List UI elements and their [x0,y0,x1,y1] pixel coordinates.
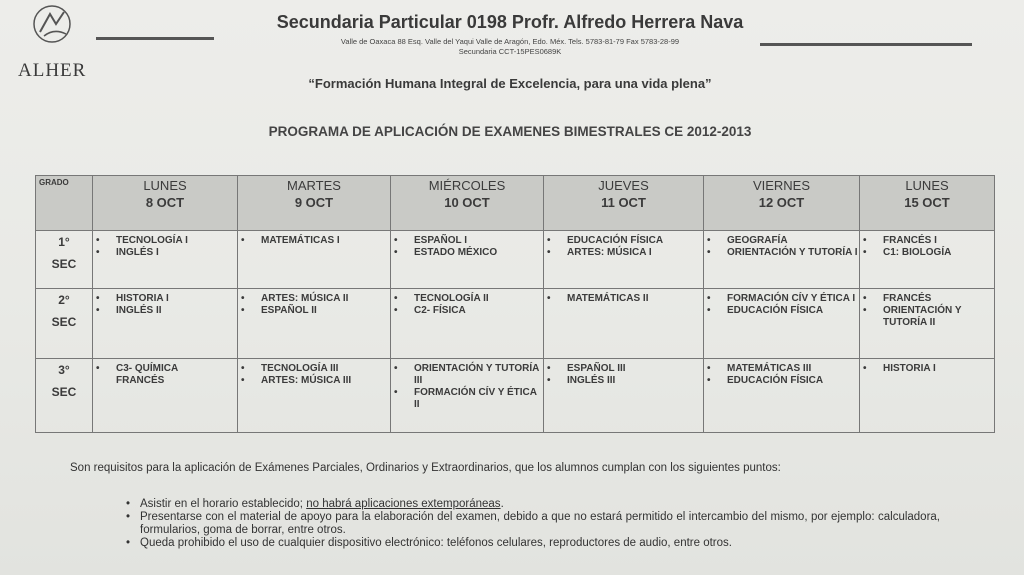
day-date: 11 OCT [601,195,646,210]
schedule-cell [93,231,238,289]
day-date: 9 OCT [294,195,334,210]
table-header-row [36,176,995,231]
school-emblem-icon [30,2,78,46]
day-header [391,176,544,231]
table-row [36,359,995,433]
requirement-text: Asistir en el horario establecido; [140,498,307,510]
requirement-text: . [500,498,504,510]
day-name: VIERNES [752,178,811,193]
schedule-cell [391,359,544,433]
subject-item: • ARTES: MÚSICA III [261,375,389,387]
requirement-item: • Queda prohibido el uso de cualquier dispositivo electrónico: teléfonos celulares, reproductores de audio, entre otros. [140,537,940,550]
schedule-cell [391,231,544,289]
day-date: 10 OCT [444,195,490,210]
day-name: JUEVES [598,178,649,193]
requirements-intro: Son requisitos para la aplicación de Exámenes Parciales, Ordinarios y Extraordinarios, que los alumnos cumplan con los siguientes puntos: [70,462,781,474]
grade-cell [36,289,93,359]
grade-sec: SEC [51,385,77,399]
subject-item: • EDUCACIÓN FÍSICA [727,305,858,317]
subject-item: • ARTES: MÚSICA II [261,293,389,305]
cct-line: Secundaria CCT-15PES0689K [458,47,562,56]
subject-item: • FORMACIÓN CÍV Y ÉTICA I [727,293,858,305]
schedule-cell [860,289,995,359]
requirements-list [140,498,940,550]
subject-item: • C2- FÍSICA [414,305,542,317]
subject-item: • MATEMÁTICAS I [261,235,389,247]
schedule-cell [860,231,995,289]
subject-item: • C3- QUÍMICA [116,363,236,375]
schedule-cell [704,289,860,359]
subject-item: • ARTES: MÚSICA I [567,247,702,259]
day-header [704,176,860,231]
program-title: PROGRAMA DE APLICACIÓN DE EXAMENES BIMESTRALES CE 2012-2013 [268,124,752,139]
subject-item: • INGLÉS I [116,247,236,259]
schedule-cell [544,289,704,359]
schedule-cell [860,359,995,433]
subject-item: • HISTORIA I [883,363,993,375]
schedule-cell [238,289,391,359]
schedule-cell [544,231,704,289]
subject-item: • C1: BIOLOGÍA [883,247,993,259]
subject-item: • EDUCACIÓN FÍSICA [567,235,702,247]
grade-cell [36,359,93,433]
day-name: MIÉRCOLES [428,178,506,193]
table-row [36,231,995,289]
schedule-cell [544,359,704,433]
day-name: MARTES [287,178,341,193]
subject-item: • EDUCACIÓN FÍSICA [727,375,858,387]
grade-cell [36,231,93,289]
subject-item: • GEOGRAFÍA [727,235,858,247]
schedule-cell [704,231,860,289]
grade-number: 2° [58,293,70,307]
subject-item: • ESPAÑOL I [414,235,542,247]
subject-item: • MATEMÁTICAS III [727,363,858,375]
table-row [36,289,995,359]
schedule-cell [704,359,860,433]
subject-item: • ORIENTACIÓN Y TUTORÍA I [727,247,858,259]
subject-item: • ORIENTACIÓN Y TUTORÍA II [883,305,993,329]
schedule-cell [93,359,238,433]
subject-item: • TECNOLOGÍA I [116,235,236,247]
day-header [544,176,704,231]
grade-sec: SEC [51,315,77,329]
subject-item: • TECNOLOGÍA II [414,293,542,305]
grade-number: 3° [58,363,70,377]
requirement-item: • Presentarse con el material de apoyo para la elaboración del examen, debido a que no estará permitido el intercambio del mismo, por ejemplo: calculadora, formularios, goma de borrar, entre otros. [140,511,940,537]
day-header [860,176,995,231]
subject-item: FRANCÉS [116,375,165,386]
grade-sec: SEC [51,257,77,271]
subject-item: • TECNOLOGÍA III [261,363,389,375]
schedule-cell [238,359,391,433]
subject-item: • FORMACIÓN CÍV Y ÉTICA II [414,387,542,411]
subject-item: • FRANCÉS I [883,235,993,247]
schedule-cell [93,289,238,359]
day-name: LUNES [143,178,187,193]
subject-item: • ESTADO MÉXICO [414,247,542,259]
subject-item: • ESPAÑOL II [261,305,389,317]
day-name: LUNES [905,178,949,193]
schedule-cell [391,289,544,359]
subject-item: • ESPAÑOL III [567,363,702,375]
grado-header: GRADO [36,176,93,231]
day-date: 8 OCT [145,195,185,210]
day-date: 12 OCT [758,195,805,210]
subject-item: • HISTORIA I [116,293,236,305]
school-name: Secundaria Particular 0198 Profr. Alfredo Herrera Nava [276,12,744,32]
grade-number: 1° [58,235,70,249]
requirement-item [140,498,940,511]
address-line: Valle de Oaxaca 88 Esq. Valle del Yaqui Valle de Aragón, Edo. Méx. Tels. 5783-81-79 Fax 5783-28-99 [340,37,680,46]
subject-item: • INGLÉS III [567,375,702,387]
subject-item: • MATEMÁTICAS II [567,293,702,305]
logo-wordmark: ALHER [18,60,87,81]
header-rule-right [760,43,972,46]
header-rule-left [96,37,214,40]
school-motto: “Formación Humana Integral de Excelencia, para una vida plena” [308,76,712,91]
subject-item: • ORIENTACIÓN Y TUTORÍA III [414,363,542,387]
schedule-cell [238,231,391,289]
school-address [250,37,770,57]
day-header [93,176,238,231]
subject-item: • INGLÉS II [116,305,236,317]
exam-schedule-table [35,175,995,433]
day-date: 15 OCT [904,195,950,210]
requirement-emphasis: no habrá aplicaciones extemporáneas [306,498,501,510]
subject-item: • FRANCÉS [883,293,993,305]
day-header [238,176,391,231]
